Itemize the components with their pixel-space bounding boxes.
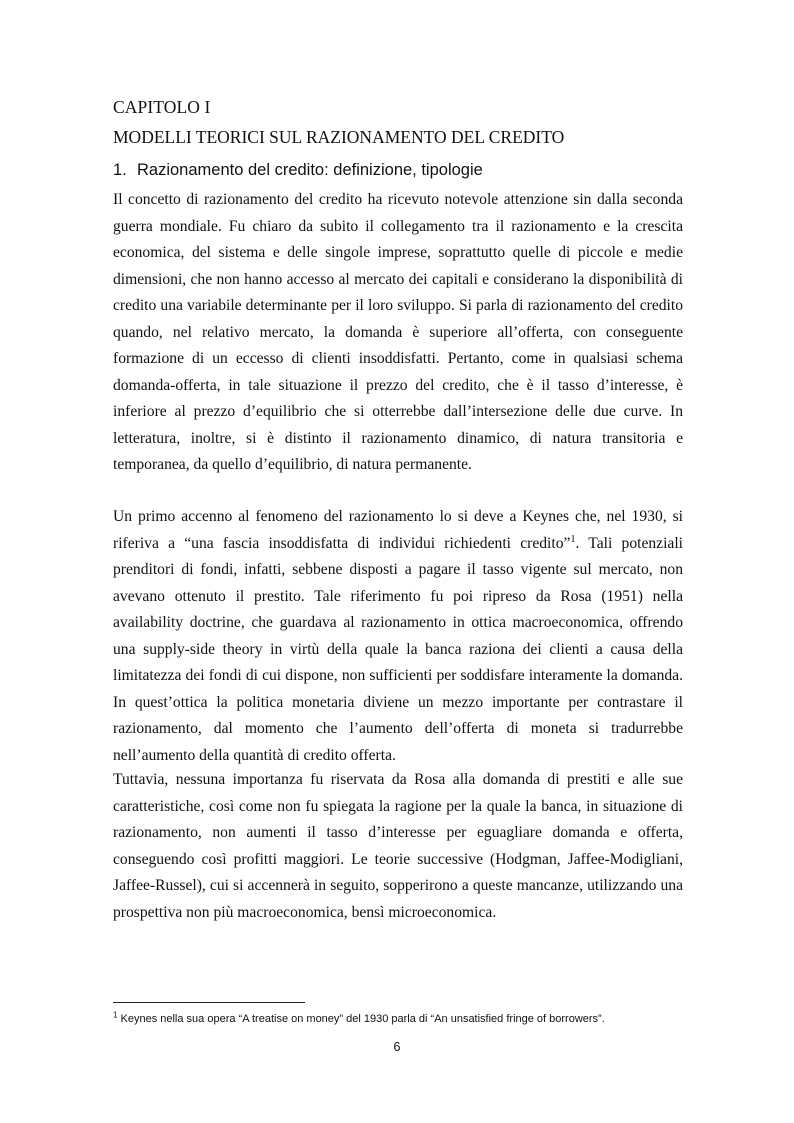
paragraph-2-after-note: . Tali potenziali prenditori di fondi, infatti, sebbene disposti a pagare il tasso vigente sul mercato, non avevano ottenuto il prestito. Tale riferimento fu poi ripreso da Rosa (1951) nella availability doctrine, che guardava al razionamento in ottica macroeconomica, offrendo una supply-side theory in virtù della quale la banca raziona dei clienti a causa della limitatezza dei fondi di cui dispone, non sufficienti per soddisfare interamente la domanda. In quest’ottica la politica monetaria diviene un mezzo importante per contrastare il razionamento, dal momento che l’aumento dell’offerta di moneta si tradurrebbe nell’aumento della quantità di credito offerta. <box>113 534 684 764</box>
chapter-title: MODELLI TEORICI SUL RAZIONAMENTO DEL CREDITO <box>113 127 565 147</box>
section-heading <box>113 161 483 180</box>
paragraph-2-before-note: Un primo accenno al fenomeno del razionamento lo si deve a Keynes che, nel 1930, si riferiva a “una fascia insoddisfatta di individui richiedenti credito” <box>113 508 683 552</box>
paragraph-3: Tuttavia, nessuna importanza fu riservata da Rosa alla domanda di prestiti e alle sue caratteristiche, così come non fu spiegata la ragione per la quale la banca, in situazione di razionamento, non aumenti il tasso d’interesse per eguagliare domanda e offerta, conseguendo così profitti maggiori. Le teorie successive (Hodgman, Jaffee-Modigliani, Jaffee-Russel), cui si accennerà in seguito, sopperirono a queste mancanze, utilizzando una prospettiva non più macroeconomica, bensì microeconomica. <box>113 771 683 921</box>
section-number: 1. <box>113 161 127 179</box>
section-title: Razionamento del credito: definizione, tipologie <box>137 161 483 179</box>
chapter-label: CAPITOLO I <box>113 97 211 117</box>
footnote-mark: 1 <box>113 1010 118 1020</box>
page-number: 6 <box>393 1040 401 1054</box>
footnote-divider <box>113 1002 305 1003</box>
footnote <box>113 1010 605 1025</box>
footnote-text: Keynes nella sua opera “A treatise on money” del 1930 parla di “An unsatisfied fringe of borrowers”. <box>117 1013 605 1025</box>
paragraph-2 <box>113 504 683 769</box>
paragraph-1: Il concetto di razionamento del credito ha ricevuto notevole attenzione sin dalla seconda guerra mondiale. Fu chiaro da subito il collegamento tra il razionamento e la crescita economica, del sistema e delle singole imprese, soprattutto quelle di piccole e medie dimensioni, che non hanno accesso al mercato dei capitali e considerano la disponibilità di credito una variabile determinante per il loro sviluppo. Si parla di razionamento del credito quando, nel relativo mercato, la domanda è superiore all’offerta, con conseguente formazione di un eccesso di clienti insoddisfatti. Pertanto, come in qualsiasi schema domanda-offerta, in tale situazione il prezzo del credito, che è il tasso d’interesse, è inferiore al prezzo d’equilibrio che si otterrebbe dall’intersezione delle due curve. In letteratura, inoltre, si è distinto il razionamento dinamico, di natura transitoria e temporanea, da quello d’equilibrio, di natura permanente. <box>113 191 683 473</box>
footnote-reference: 1 <box>570 533 576 545</box>
